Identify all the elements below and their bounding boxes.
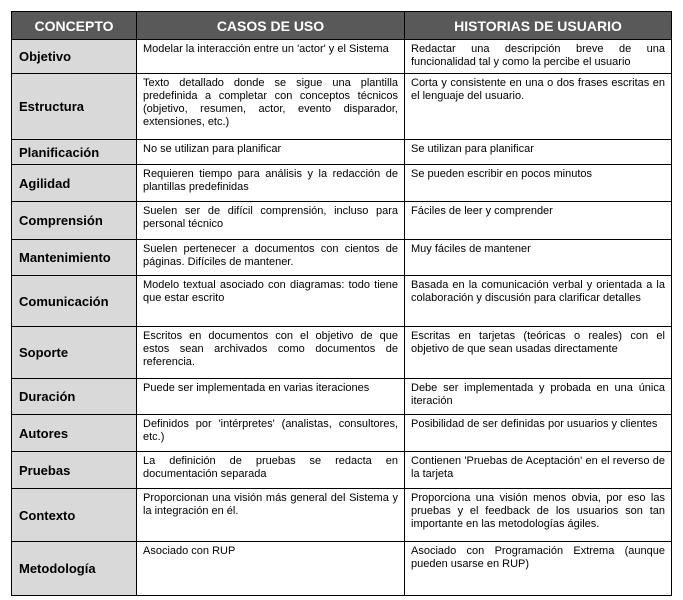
table-row bbox=[12, 415, 672, 452]
user-story-cell: Escritas en tarjetas (teóricas o reales) con el objetivo de que sean usadas directamente bbox=[405, 327, 672, 379]
use-case-cell: Modelo textual asociado con diagramas: todo tiene que estar escrito bbox=[137, 276, 405, 327]
table-row bbox=[12, 379, 672, 415]
user-story-cell: Se pueden escribir en pocos minutos bbox=[405, 165, 672, 202]
user-story-cell: Muy fáciles de mantener bbox=[405, 240, 672, 276]
use-case-cell: Modelar la interacción entre un 'actor' y el Sistema bbox=[137, 40, 405, 74]
use-case-cell: Asociado con RUP bbox=[137, 542, 405, 596]
table-row bbox=[12, 489, 672, 542]
use-case-cell: Definidos por 'intérpretes' (analistas, consultores, etc.) bbox=[137, 415, 405, 452]
concept-cell: Objetivo bbox=[12, 40, 137, 74]
table-row bbox=[12, 327, 672, 379]
use-case-cell: Suelen ser de difícil comprensión, incluso para personal técnico bbox=[137, 202, 405, 240]
table-row bbox=[12, 140, 672, 165]
concept-cell: Pruebas bbox=[12, 452, 137, 489]
concept-cell: Metodología bbox=[12, 542, 137, 596]
header-concept: CONCEPTO bbox=[12, 12, 137, 40]
user-story-cell: Asociado con Programación Extrema (aunque pueden usarse en RUP) bbox=[405, 542, 672, 596]
concept-cell: Soporte bbox=[12, 327, 137, 379]
use-case-cell: Texto detallado donde se sigue una plantilla predefinida a completar con conceptos técnicos (objetivo, resumen, actor, evento disparador, extensiones, etc.) bbox=[137, 74, 405, 140]
table-row bbox=[12, 452, 672, 489]
use-case-cell: Requieren tiempo para análisis y la redacción de plantillas predefinidas bbox=[137, 165, 405, 202]
user-story-cell: Proporciona una visión menos obvia, por eso las pruebas y el feedback de los usuarios son tan importante en las metodologías ágiles. bbox=[405, 489, 672, 542]
use-case-cell: Puede ser implementada en varias iteraciones bbox=[137, 379, 405, 415]
user-story-cell: Redactar una descripción breve de una funcionalidad tal y como la percibe el usuario bbox=[405, 40, 672, 74]
concept-cell: Estructura bbox=[12, 74, 137, 140]
table-row bbox=[12, 240, 672, 276]
user-story-cell: Fáciles de leer y comprender bbox=[405, 202, 672, 240]
use-case-cell: No se utilizan para planificar bbox=[137, 140, 405, 165]
user-story-cell: Contienen 'Pruebas de Aceptación' en el reverso de la tarjeta bbox=[405, 452, 672, 489]
user-story-cell: Debe ser implementada y probada en una única iteración bbox=[405, 379, 672, 415]
use-case-cell: Escritos en documentos con el objetivo de que estos sean archivados como documentos de referencia. bbox=[137, 327, 405, 379]
concept-cell: Contexto bbox=[12, 489, 137, 542]
table-row bbox=[12, 276, 672, 327]
table-row bbox=[12, 40, 672, 74]
user-story-cell: Se utilizan para planificar bbox=[405, 140, 672, 165]
header-use-cases: CASOS DE USO bbox=[137, 12, 405, 40]
concept-cell: Planificación bbox=[12, 140, 137, 165]
user-story-cell: Posibilidad de ser definidas por usuarios y clientes bbox=[405, 415, 672, 452]
table-row bbox=[12, 202, 672, 240]
table-row bbox=[12, 165, 672, 202]
table-row bbox=[12, 542, 672, 596]
concept-cell: Comprensión bbox=[12, 202, 137, 240]
header-row bbox=[12, 12, 672, 40]
concept-cell: Mantenimiento bbox=[12, 240, 137, 276]
user-story-cell: Basada en la comunicación verbal y orientada a la colaboración y discusión para clarificar detalles bbox=[405, 276, 672, 327]
comparison-table bbox=[11, 11, 672, 596]
use-case-cell: Suelen pertenecer a documentos con cientos de páginas. Difíciles de mantener. bbox=[137, 240, 405, 276]
concept-cell: Comunicación bbox=[12, 276, 137, 327]
use-case-cell: La definición de pruebas se redacta en documentación separada bbox=[137, 452, 405, 489]
header-user-stories: HISTORIAS DE USUARIO bbox=[405, 12, 672, 40]
concept-cell: Autores bbox=[12, 415, 137, 452]
user-story-cell: Corta y consistente en una o dos frases escritas en el lenguaje del usuario. bbox=[405, 74, 672, 140]
table-row bbox=[12, 74, 672, 140]
use-case-cell: Proporcionan una visión más general del Sistema y la integración en él. bbox=[137, 489, 405, 542]
concept-cell: Duración bbox=[12, 379, 137, 415]
concept-cell: Agilidad bbox=[12, 165, 137, 202]
